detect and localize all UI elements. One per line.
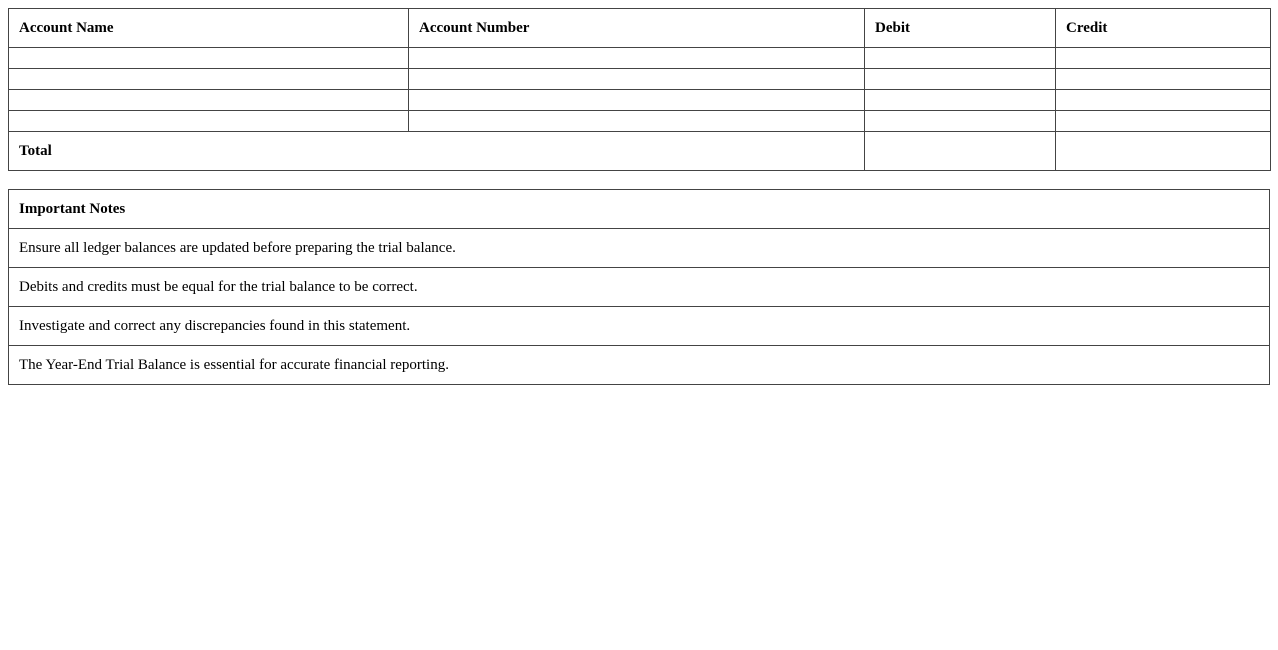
credit-cell: [1056, 69, 1271, 90]
credit-cell: [1056, 90, 1271, 111]
total-label: Total: [9, 132, 865, 171]
credit-cell: [1056, 48, 1271, 69]
account-name-cell: [9, 90, 409, 111]
account-number-cell: [409, 69, 865, 90]
debit-cell: [865, 48, 1056, 69]
notes-heading: Important Notes: [9, 190, 1270, 229]
note-item: The Year-End Trial Balance is essential for accurate financial reporting.: [9, 346, 1270, 385]
total-row: [9, 132, 1271, 171]
debit-cell: [865, 90, 1056, 111]
note-item: Debits and credits must be equal for the trial balance to be correct.: [9, 268, 1270, 307]
header-account-number: Account Number: [409, 9, 865, 48]
debit-cell: [865, 69, 1056, 90]
header-debit: Debit: [865, 9, 1056, 48]
debit-cell: [865, 111, 1056, 132]
table-row: [9, 111, 1271, 132]
note-item: Investigate and correct any discrepancies found in this statement.: [9, 307, 1270, 346]
note-row: [9, 307, 1270, 346]
important-notes-table: [8, 189, 1270, 385]
account-number-cell: [409, 90, 865, 111]
table-row: [9, 69, 1271, 90]
note-row: [9, 268, 1270, 307]
table-header-row: [9, 9, 1271, 48]
header-account-name: Account Name: [9, 9, 409, 48]
account-number-cell: [409, 48, 865, 69]
table-row: [9, 48, 1271, 69]
account-name-cell: [9, 111, 409, 132]
account-name-cell: [9, 69, 409, 90]
header-credit: Credit: [1056, 9, 1271, 48]
account-name-cell: [9, 48, 409, 69]
trial-balance-table: [8, 8, 1271, 171]
note-row: [9, 229, 1270, 268]
account-number-cell: [409, 111, 865, 132]
notes-header-row: [9, 190, 1270, 229]
credit-cell: [1056, 111, 1271, 132]
table-row: [9, 90, 1271, 111]
note-row: [9, 346, 1270, 385]
total-debit-cell: [865, 132, 1056, 171]
total-credit-cell: [1056, 132, 1271, 171]
note-item: Ensure all ledger balances are updated before preparing the trial balance.: [9, 229, 1270, 268]
